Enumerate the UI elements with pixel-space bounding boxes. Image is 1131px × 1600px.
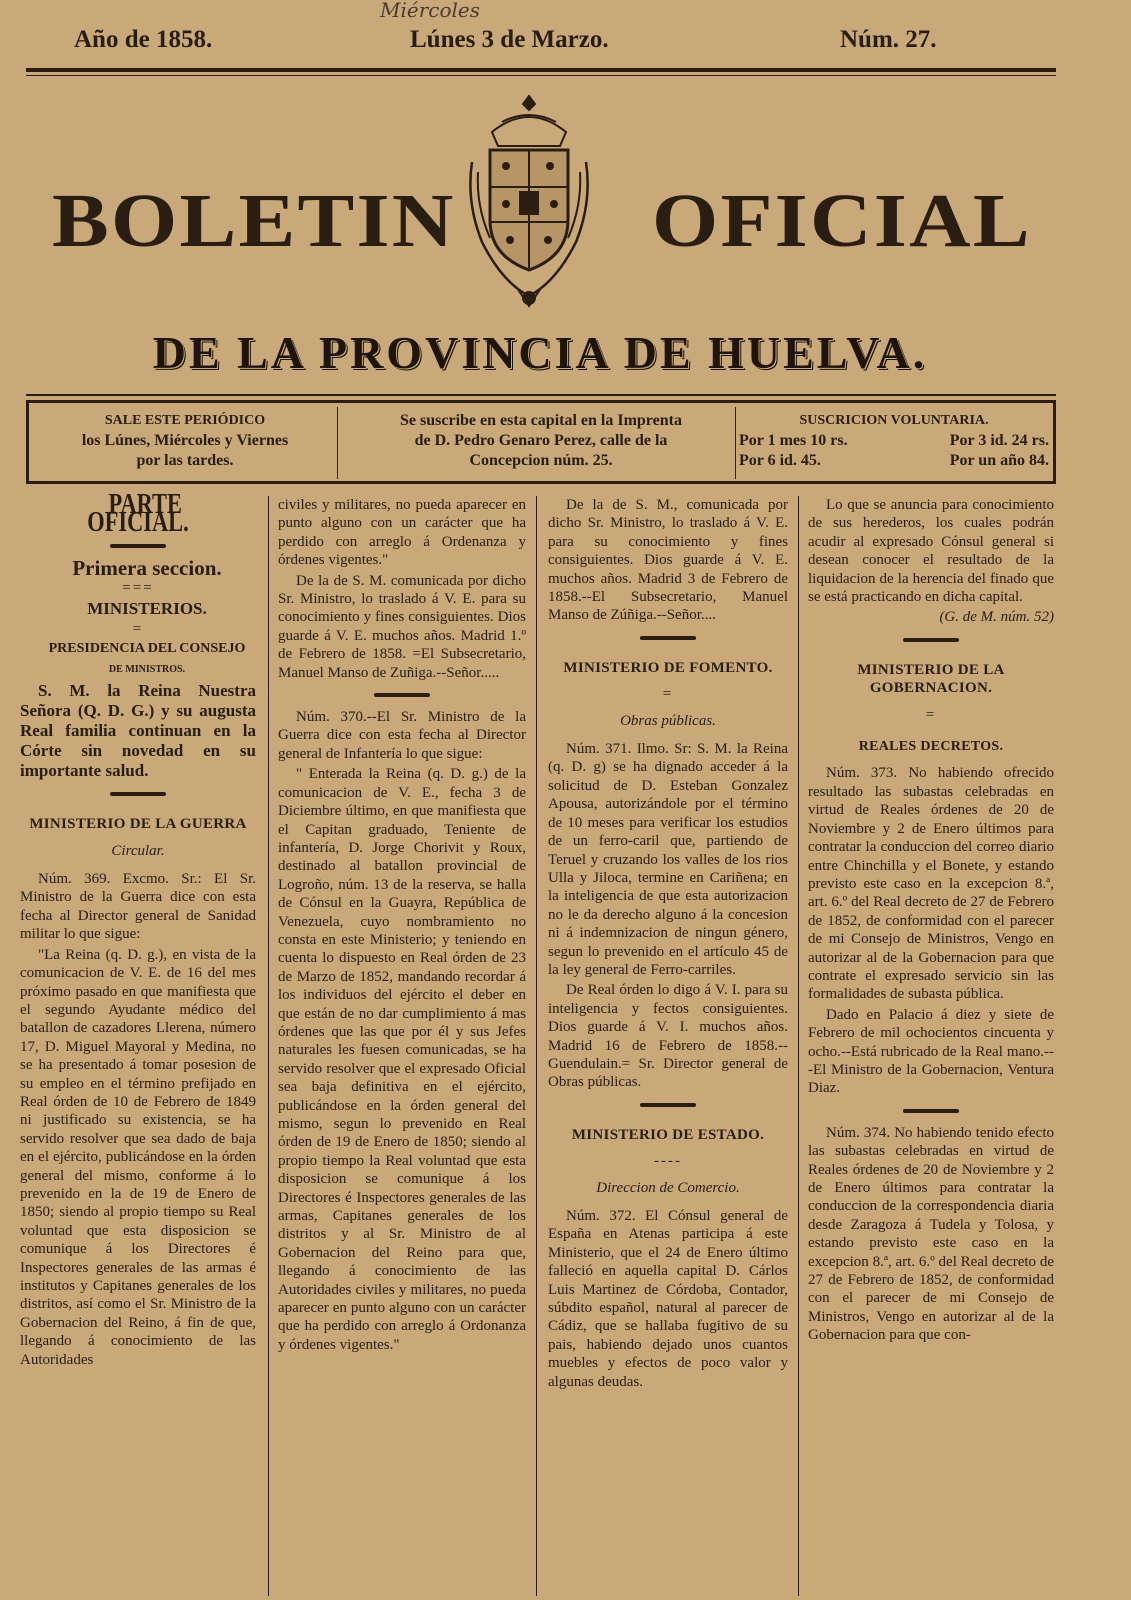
- price-1-year: Por un año 84.: [949, 452, 1049, 469]
- presidencia-heading: PRESIDENCIA DEL CONSEJO: [48, 641, 246, 657]
- article-paragraph: Núm. 374. No habiendo tenido efecto las subastas celebradas en virtud de Reales órdenes de 20 de Noviembre y 2 de Enero últimos para contratar la conduccion de la correspondencia diaria desde Zaragoza á Tudela y Tolosa, y estando previsto este caso en la excepcion 8.ª, art. 6.º del Real decreto de 27 de Febrero de 1852, de conformidad con el parecer de mi Consejo de Ministros, Vengo en autorizar al de la Gobernacion para que con-: [808, 1124, 1054, 1344]
- schedule-line-3: por las tardes.: [136, 452, 234, 469]
- article-paragraph: Núm. 369. Excmo. Sr.: El Sr. Ministro de la Guerra dice con esta fecha al Director general de Sanidad militar lo que sigue:: [20, 871, 256, 943]
- address-line-2: de D. Pedro Genaro Perez, calle de la: [414, 432, 668, 449]
- article-paragraph: Núm. 370.--El Sr. Ministro de la Guerra dice con esta fecha al Director general de Infantería lo que sigue:: [278, 709, 526, 762]
- year-label: Año de 1858.: [74, 26, 213, 53]
- title-boletin: BOLETIN: [52, 179, 456, 263]
- handwritten-note: Miércoles: [380, 0, 481, 22]
- article-paragraph: civiles y militares, no pueda aparecer en punto alguno con un carácter que ha perdido con arreglo á Ordenanza y órdenes vigentes.": [278, 497, 526, 569]
- ministerio-fomento-heading: MINISTERIO DE FOMENTO.: [563, 659, 773, 676]
- ornament: [548, 1098, 788, 1112]
- column-rule: [798, 496, 799, 1596]
- article-paragraph: De Real órden lo digo á V. I. para su inteligencia y fectos consiguientes. Dios guarde á V. I. muchos años. Madrid 16 de Febrero de 1858.--Guendulain.= Sr. Director general de Obras públicas.: [548, 982, 788, 1091]
- subscription-address: [349, 411, 733, 471]
- article-paragraph: "La Reina (q. D. g.), en vista de la comunicacion de V. E. de 16 del mes próximo pasado en que manifiesta que el segundo Ayudante médico del batallon de cazadores Llerena, número 17, D. Miguel Mayoral y Medina, no se ha presentado á tomar posesion de su empleo en el término prefijado en Real órden de 10 de Febrero de 1849 ni justificado su existencia, se ha servido resolver que sea dado de baja en el ejército, publicándose en la órden general del mismo, conforme á lo prevenido en la de 19 de Enero de 1850; siendo al propio tiempo su Real voluntad que esta disposicion se comunique á los Directores é Inspectores generales de las armas é institutos y Capitanes generales de los distritos, así como el Sr. Ministro de la Gobernacion del Reino, á fin de que, llegando á conocimiento de las Autoridades: [20, 946, 256, 1368]
- column-rule: [268, 496, 269, 1596]
- divider: ----: [654, 1153, 682, 1170]
- source-citation: (G. de M. núm. 52): [939, 609, 1054, 626]
- ministerio-gobernacion-heading: MINISTERIO DE LA GOBERNACION.: [857, 661, 1005, 697]
- subtitle-provincia: DE LA PROVINCIA DE HUELVA.: [152, 327, 928, 378]
- article-paragraph: Núm. 372. El Cónsul general de España en Atenas participa á este Ministerio, que el 24 de Enero último falleció en aquella capital D. Cárlos Luis Martinez de Córdoba, Contador, súbdito español, natural al parecer de Cádiz, que se hallaba fugitivo de su pais, habiendo dejado unos cuantos muebles y efectos de poco valor y algunas deudas.: [548, 1208, 788, 1390]
- subscription-info-box: [26, 400, 1056, 484]
- reales-decretos-heading: REALES DECRETOS.: [858, 739, 1004, 755]
- ministerio-guerra-heading: MINISTERIO DE LA GUERRA: [29, 816, 247, 833]
- ornament: [278, 688, 526, 702]
- direccion-comercio-label: Direccion de Comercio.: [596, 1179, 740, 1196]
- info-divider: [735, 407, 736, 479]
- divider: =: [925, 706, 937, 723]
- address-line-3: Concepcion núm. 25.: [469, 452, 613, 469]
- publication-schedule: [35, 411, 335, 471]
- price-6-months: Por 6 id. 45.: [739, 452, 821, 469]
- article-paragraph: Lo que se anuncia para conocimiento de sus herederos, los cuales podrán acudir al expresado Cónsul general si desean conocer el resultado de la liquidacion de la herencia del finado que se está practicando en dicha capital.: [808, 497, 1054, 606]
- top-rule: [26, 68, 1056, 72]
- ornament: [808, 633, 1054, 647]
- prices-title: SUSCRICION VOLUNTARIA.: [799, 413, 989, 428]
- column-rule: [536, 496, 537, 1596]
- info-top-rule: [26, 394, 1056, 396]
- address-line-1: Se suscribe en esta capital en la Imprenta: [400, 412, 682, 429]
- column-4: [808, 496, 1054, 1347]
- article-paragraph: " Enterada la Reina (q. D. g.) de la comunicacion de V. E., fecha 3 de Diciembre último, en que manifiesta que el Capitan graduado, Teniente de infantería, D. Jorge Chorivit y Roux, destinado al batallon provincial de Logroño, núm. 13 de la reserva, se halla de Cónsul en la Guayra, República de Venezuela, cuyo nombramiento no consta en este Ministerio; y teniendo en cuenta lo dispuesto en Real órden de 23 de Marzo de 1852, mandando recordar á los individuos del ejército el deber en que están de no dar cumplimiento á mas órdenes que las que por él y sus Jefes naturales les fuesen comunicadas, se ha servido resolver que el expresado Oficial sea baja definitiva en el ejército, publicándose en la órden general del mismo, segun lo prevenido en Real órden de 19 de Enero de 1850; siendo al propio tiempo la Real voluntad que esta disposicion se comunique á los Directores é Inspectores generales de las armas, Capitanes generales de los distritos y al Sr. Ministro de al Gobernacion del Reino para que, llegando á conocimiento de las Autoridades civiles y militares, no pueda aparecer en punto alguno con un carácter que ha perdido con arreglo á Ordonanza y órdenes vigentes.": [278, 766, 526, 1353]
- article-paragraph: Núm. 371. Ilmo. Sr: S. M. la Reina (q. D. g) se ha dignado acceder á la solicitud de D. Esteban Gonzalez Apousa, autorizándole por el término de 10 meses para verificar los estudios de un ferro-caril que, partiendo de Teruel y cruzando los valles de los rios Ulla y Jiloca, termine en Cariñena; en la inteligencia de que esta autorizacion no le da derecho alguno á la concesion ni á indemnizacion de ningun género, segun lo prevenido en el artículo 45 de la ley general de Ferro-carriles.: [548, 741, 788, 978]
- article-paragraph: De la de S. M., comunicada por dicho Sr. Ministro, lo traslado á V. E. para su conocimiento y fines consiguientes. Dios guarde á V. E. muchos años. Madrid 3 de Febrero de 1858.--El Subsecretario, Manuel Manso de Zúñiga.--Señor....: [548, 497, 788, 624]
- schedule-line-2: los Lúnes, Miércoles y Viernes: [81, 432, 289, 449]
- ornament: [20, 539, 256, 553]
- title-oficial: OFICIAL: [652, 179, 1032, 263]
- issue-number: Núm. 27.: [840, 26, 937, 53]
- divider: ===: [122, 580, 154, 597]
- ministerio-estado-heading: MINISTERIO DE ESTADO.: [571, 1126, 765, 1143]
- price-1-month: Por 1 mes 10 rs.: [739, 432, 848, 449]
- info-divider: [337, 407, 338, 479]
- article-paragraph: Dado en Palacio á diez y siete de Febrero de mil ochocientos cincuenta y ocho.--Está rubricado de la Real mano.---El Ministro de la Gobernacion, Ventura Diaz.: [808, 1006, 1054, 1097]
- subscription-prices: [739, 411, 1049, 471]
- schedule-line-1: SALE ESTE PERIÓDICO: [104, 413, 266, 428]
- section-heading: Primera seccion.: [72, 555, 222, 580]
- article-paragraph: Núm. 373. No habiendo ofrecido resultado las subastas celebradas en virtud de Reales órdenes de 20 de Noviembre y 2 de Enero últimos para contratar la conduccion del correo diario entre Chinchilla y el Bonete, y estando previsto este caso en la excepcion 8.ª, art. 6.º del Real decreto de 27 de Febrero de 1852, de conformidad con el parecer de mi Consejo de Ministros, Vengo en autorizar al de la Gobernacion para que contrate el expresado servicio sin las formalidades de subasta pública.: [808, 765, 1054, 1003]
- parte-oficial-heading: PARTE OFICIAL.: [87, 489, 189, 539]
- presidencia-subheading: DE MINISTROS.: [108, 663, 186, 675]
- column-1: [20, 489, 256, 1371]
- top-rule-thin: [26, 75, 1056, 76]
- article-paragraph: De la de S. M. comunicada por dicho Sr. Ministro, lo traslado á V. E. para su conocimiento y fines consiguientes. Dios guarde á V. E. muchos años. Madrid 1.º de Febrero de 1858. =El Subsecretario, Manuel Manso de Zuñiga.--Señor.....: [278, 572, 526, 681]
- ornament: [20, 787, 256, 801]
- divider: =: [662, 686, 674, 703]
- column-3: [548, 496, 788, 1393]
- date-label: Lúnes 3 de Marzo.: [410, 26, 609, 53]
- circular-label: Circular.: [111, 842, 165, 859]
- royal-health-notice: S. M. la Reina Nuestra Señora (Q. D. G.) y su augusta Real familia continuan en la Córte sin novedad en su importante salud.: [20, 681, 256, 781]
- ministerios-heading: MINISTERIOS.: [87, 598, 207, 618]
- ornament: [808, 1104, 1054, 1118]
- ornament: [548, 631, 788, 645]
- price-3-months: Por 3 id. 24 rs.: [949, 432, 1049, 449]
- column-2: [278, 496, 526, 1356]
- royal-crest-emblem: [462, 92, 596, 312]
- divider: =: [132, 621, 144, 638]
- obras-publicas-label: Obras públicas.: [620, 712, 716, 729]
